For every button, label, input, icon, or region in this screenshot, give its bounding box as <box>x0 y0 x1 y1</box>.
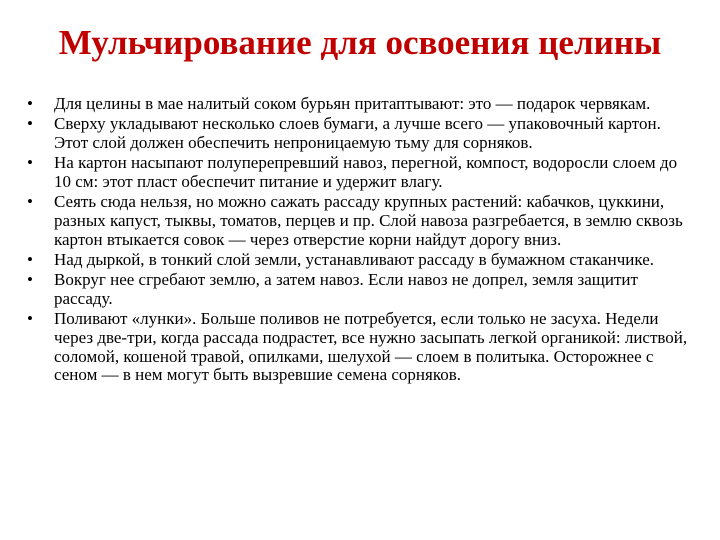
bullet-item <box>24 310 694 385</box>
bullet-text: Сеять сюда нельзя, но можно сажать рассаду крупных растений: кабачков, цуккини, разных капуст, тыквы, томатов, перцев и пр. Слой навоза разгребается, в землю сквозь картон втыкается совок — через отверстие корни найдут дорогу вниз. <box>54 192 683 249</box>
bullet-item <box>24 115 694 152</box>
bullet-dot-icon: • <box>27 192 33 212</box>
bullet-dot-icon: • <box>27 309 33 329</box>
bullet-dot-icon: • <box>27 270 33 290</box>
bullet-list <box>24 95 694 387</box>
bullet-text: Вокруг нее сгребают землю, а затем навоз. Если навоз не допрел, земля защитит рассаду. <box>54 270 638 308</box>
bullet-item <box>24 154 694 191</box>
bullet-item <box>24 95 694 114</box>
bullet-text: Сверху укладывают несколько слоев бумаги, а лучше всего — упаковочный картон. Этот слой должен обеспечить непроницаемую тьму для сорняков. <box>54 114 661 152</box>
bullet-text: На картон насыпают полуперепревший навоз, перегной, компост, водоросли слоем до 10 см: этот пласт обеспечит питание и удержит влагу. <box>54 153 678 191</box>
bullet-item <box>24 271 694 308</box>
bullet-dot-icon: • <box>27 94 33 113</box>
bullet-dot-icon: • <box>27 250 33 269</box>
slide-title: Мульчирование для освоения целины <box>58 23 662 62</box>
bullet-dot-icon: • <box>27 153 33 173</box>
bullet-dot-icon: • <box>27 114 33 134</box>
bullet-text: Поливают «лунки». Больше поливов не потребуется, если только не засуха. Недели через две-три, когда рассада подрастет, все нужно засыпать легкой органикой: листвой, соломой, кошеной травой, опилками, шелухой — слоем в политыка. Осторожнее с сеном — в нем могут быть вызревшие семена сорняков. <box>54 309 688 385</box>
bullet-item <box>24 251 694 270</box>
bullet-item <box>24 193 694 249</box>
bullet-text: Для целины в мае налитый соком бурьян притаптывают: это — подарок червякам. <box>54 94 651 113</box>
bullet-text: Над дыркой, в тонкий слой земли, устанавливают рассаду в бумажном стаканчике. <box>54 250 655 269</box>
